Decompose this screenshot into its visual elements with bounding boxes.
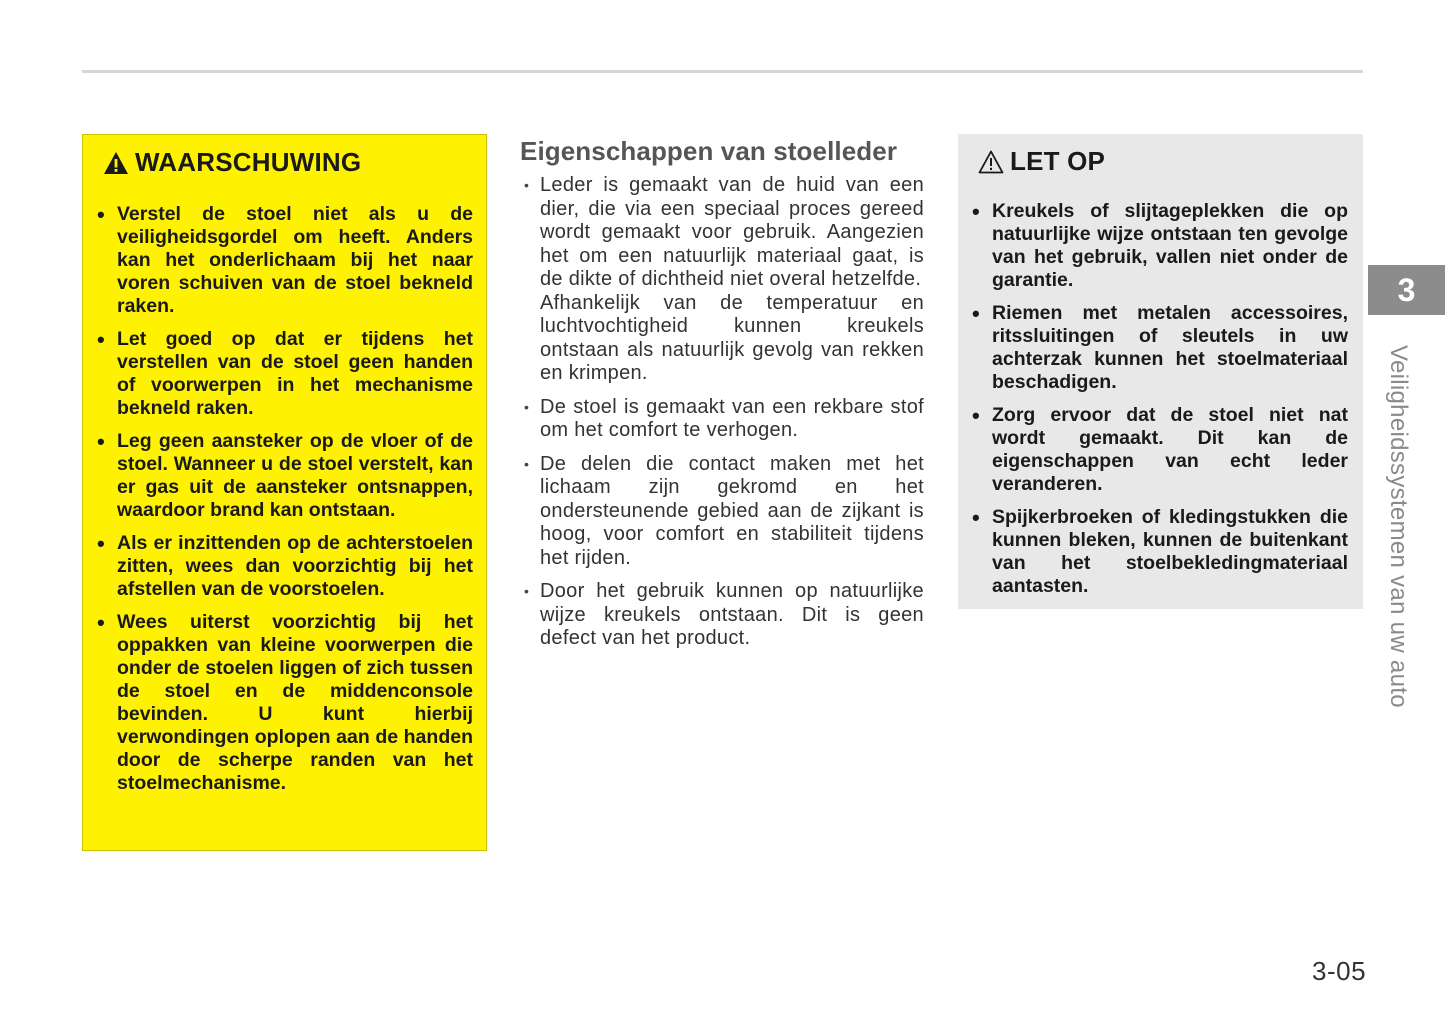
warning-item: • Let goed op dat er tijdens het verstellen van de stoel geen handen of voorwerpen in het mechanisme bekneld raken. [95, 328, 473, 420]
warning-item: • Wees uiterst voorzichtig bij het oppakken van kleine voorwerpen die onder de stoelen liggen of zich tussen de stoel en de middenconsole bevinden. U kunt hierbij verwondingen oplopen aan de handen door de scherpe randen van het stoelmechanisme. [95, 611, 473, 795]
caution-triangle-outline-icon [978, 150, 1004, 174]
caution-item: • Kreukels of slijtageplekken die op natuurlijke wijze ontstaan ten gevolge van het gebruik, vallen niet onder de garantie. [970, 200, 1348, 292]
leather-property-item [524, 174, 924, 386]
warning-title-text: WAARSCHUWING [135, 147, 362, 177]
caution-title [978, 146, 1105, 177]
warning-item: • Leg geen aansteker op de vloer of de stoel. Wanneer u de stoel verstelt, kan er gas uit de aansteker ontsnappen, waardoor brand kan ontstaan. [95, 430, 473, 522]
warning-list [95, 203, 473, 805]
caution-title-text: LET OP [1010, 146, 1106, 176]
warning-box [82, 134, 487, 851]
leather-property-item: • De stoel is gemaakt van een rekbare stof om het comfort te verhogen. [524, 396, 924, 443]
warning-title [103, 147, 361, 178]
page-number: 3-05 [1312, 956, 1367, 986]
chapter-tab [1368, 265, 1445, 315]
warning-item: • Als er inzittenden op de achterstoelen zitten, wees dan voorzichtig bij het afstellen van de voorstoelen. [95, 532, 473, 601]
chapter-number: 3 [1397, 271, 1416, 308]
section-heading: Eigenschappen van stoelleder [520, 136, 898, 166]
warning-triangle-filled-icon [103, 151, 129, 175]
paragraph: Afhankelijk van de temperatuur en luchtvochtigheid kunnen kreukels ontstaan als natuurlijk gevolg van rekken en krimpen. [540, 291, 924, 384]
paragraph: • Leder is gemaakt van de huid van een dier, die via een speciaal proces gereed wordt gemaakt voor gebruik. Aangezien het om een natuurlijk materiaal gaat, is de dikte of dichtheid niet overal hetzelfde. [540, 174, 924, 290]
leather-property-item: • Door het gebruik kunnen op natuurlijke wijze kreukels ontstaan. Dit is geen defect van het product. [524, 580, 924, 651]
leather-properties-list [524, 174, 924, 661]
leather-property-item: • De delen die contact maken met het lichaam zijn gekromd en het ondersteunende gebied aan de zijkant is hoog, voor comfort en stabiliteit tijdens het rijden. [524, 453, 924, 571]
header-divider [82, 70, 1363, 73]
chapter-title: Veiligheidssystemen van uw auto [1385, 345, 1412, 708]
caution-item: • Zorg ervoor dat de stoel niet nat wordt gemaakt. Dit kan de eigenschappen van echt leder veranderen. [970, 404, 1348, 496]
caution-item: • Spijkerbroeken of kledingstukken die kunnen bleken, kunnen de buitenkant van het stoelbekledingmateriaal aantasten. [970, 506, 1348, 598]
caution-list [970, 200, 1348, 608]
warning-item: • Verstel de stoel niet als u de veiligheidsgordel om heeft. Anders kan het onderlichaam bij het naar voren schuiven van de stoel bekneld raken. [95, 203, 473, 318]
caution-item: • Riemen met metalen accessoires, ritssluitingen of sleutels in uw achterzak kunnen het stoelmateriaal beschadigen. [970, 302, 1348, 394]
caution-box [958, 134, 1363, 609]
